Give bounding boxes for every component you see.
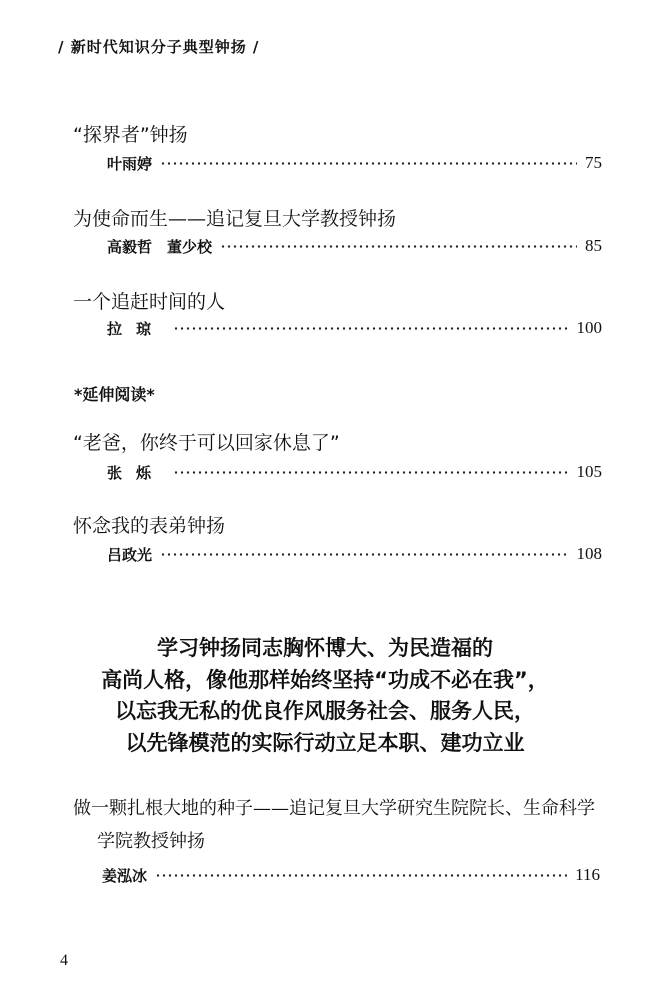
dot-leader bbox=[160, 553, 568, 556]
toc-author: 拉琼 bbox=[107, 319, 166, 338]
toc-page-number[interactable]: 108 bbox=[576, 544, 602, 563]
toc-author-line bbox=[107, 235, 602, 257]
toc-author: 姜泓冰 bbox=[102, 866, 148, 885]
toc-entry-title[interactable]: 做一颗扎根大地的种子——追记复旦大学研究生院院长、生命科学 bbox=[73, 798, 595, 819]
dot-leader bbox=[155, 874, 567, 877]
toc-page-number[interactable]: 75 bbox=[585, 153, 602, 172]
dot-leader bbox=[173, 327, 568, 330]
highlight-quote bbox=[0, 633, 650, 759]
toc-author-line bbox=[107, 461, 602, 483]
toc-entry-title[interactable]: “老爸，你终于可以回家休息了” bbox=[73, 432, 340, 454]
toc-page-number[interactable]: 100 bbox=[576, 318, 602, 337]
dot-leader bbox=[160, 162, 577, 165]
footer-page-number: 4 bbox=[60, 952, 68, 969]
toc-entry-title-continued[interactable]: 学院教授钟扬 bbox=[97, 831, 205, 852]
running-header: / 新时代知识分子典型钟扬 / bbox=[58, 38, 260, 56]
toc-author-line bbox=[107, 543, 602, 565]
dot-leader bbox=[220, 245, 577, 248]
toc-author-line bbox=[107, 317, 602, 339]
toc-entry-title[interactable]: 为使命而生——追记复旦大学教授钟扬 bbox=[73, 208, 397, 230]
toc-entry-title[interactable]: 一个追赶时间的人 bbox=[73, 291, 226, 313]
toc-author: 吕政光 bbox=[107, 545, 153, 564]
toc-author: 高毅哲 董少校 bbox=[107, 237, 213, 256]
toc-entry-title[interactable]: 怀念我的表弟钟扬 bbox=[73, 515, 226, 537]
quote-line: 以忘我无私的优良作风服务社会、服务人民， bbox=[115, 699, 535, 723]
dot-leader bbox=[173, 471, 568, 474]
toc-entry-title[interactable]: “探界者”钟扬 bbox=[73, 124, 188, 146]
quote-line: 高尚人格，像他那样始终坚持“功成不必在我”， bbox=[101, 667, 549, 692]
toc-author: 叶雨婷 bbox=[107, 154, 153, 173]
toc-author-line bbox=[107, 152, 602, 174]
toc-page-number[interactable]: 85 bbox=[585, 236, 602, 255]
toc-page-number[interactable]: 105 bbox=[576, 462, 602, 481]
quote-line: 以先锋模范的实际行动立足本职、建功立业 bbox=[125, 730, 525, 755]
toc-author: 张烁 bbox=[107, 463, 166, 482]
toc-author-line bbox=[102, 864, 600, 886]
toc-page-number[interactable]: 116 bbox=[575, 865, 600, 884]
quote-line: 学习钟扬同志胸怀博大、为民造福的 bbox=[157, 636, 493, 660]
section-label-extended-reading: *延伸阅读* bbox=[74, 385, 155, 404]
